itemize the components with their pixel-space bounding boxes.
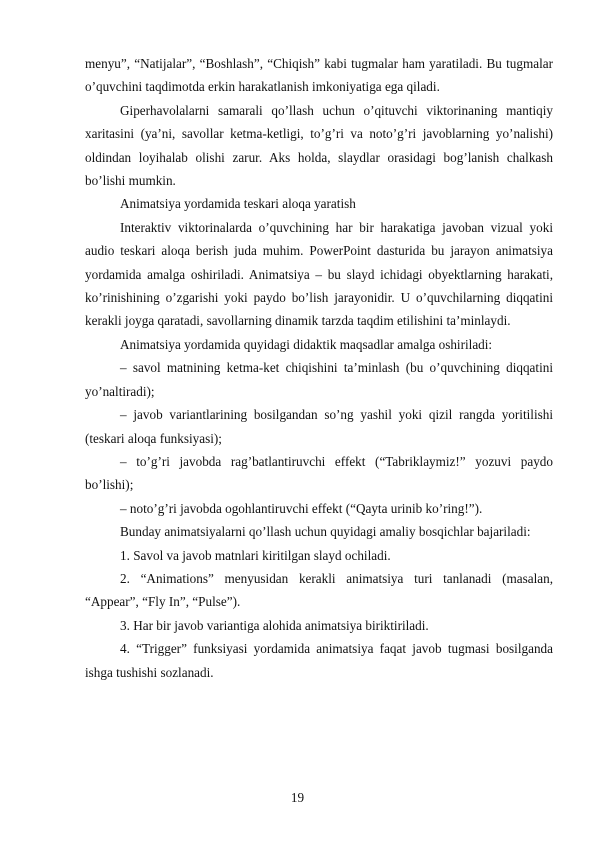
paragraph-intro-continuation: menyu”, “Natijalar”, “Boshlash”, “Chiqish” kabi tugmalar ham yaratiladi. Bu tugmalar o’quvchini taqdimotda erkin harakatlanish imkoniyatiga ega qiladi. bbox=[85, 56, 553, 95]
step-1: 1. Savol va javob matnlari kiritilgan slayd ochiladi. bbox=[120, 547, 391, 563]
document-page bbox=[85, 52, 553, 684]
step-3: 3. Har bir javob variantiga alohida animatsiya biriktiriladi. bbox=[120, 617, 429, 633]
paragraph-hyperlinks: Giperhavolalarni samarali qo’llash uchun o’qituvchi viktorinaning mantiqiy xaritasini (ya’ni, savollar ketma-ketligi, to’g’ri va noto’g’ri javoblarning yo’nalishi) oldindan loyihalab olishi zarur. Aks holda, slaydlar orasidagi bog’lanish chalkash bo’lishi mumkin. bbox=[85, 102, 553, 189]
step-2: 2. “Animations” menyusidan kerakli animatsiya turi tanlanadi (masalan, “Appear”, “Fly In”, “Pulse”). bbox=[85, 570, 553, 610]
paragraph-practical-steps: Bunday animatsiyalarni qo’llash uchun quyidagi amaliy bosqichlar bajariladi: bbox=[120, 524, 531, 540]
list-item-wrong-effect: – noto’g’ri javobda ogohlantiruvchi effekt (“Qayta urinib ko’ring!”). bbox=[120, 500, 483, 516]
step-4: 4. “Trigger” funksiyasi yordamida animatsiya faqat javob tugmasi bosilganda ishga tushishi sozlanadi. bbox=[85, 641, 553, 680]
list-item-correct-effect: – to’g’ri javobda rag’batlantiruvchi effekt (“Tabriklaymiz!” yozuvi paydo bo’lishi); bbox=[85, 453, 553, 493]
list-item-highlight-answers: – javob variantlarining bosilgandan so’ng yashil yoki qizil rangda yoritilishi (teskari aloqa funksiyasi); bbox=[85, 407, 553, 446]
section-heading-animation: Animatsiya yordamida teskari aloqa yaratish bbox=[120, 196, 356, 212]
paragraph-animation-feedback: Interaktiv viktorinalarda o’quvchining har bir harakatiga javoban vizual yoki audio teskari aloqa berish juda muhim. PowerPoint dasturida bu jarayon animatsiya yordamida amalga oshiriladi. Animatsiya – bu slayd ichidagi obyektlarning harakati, ko’rinishining o’zgarishi yoki paydo bo’lish jarayonidir. U o’quvchilarning diqqatini kerakli joyga qaratadi, savollarning dinamik tarzda taqdim etilishini ta’minlaydi. bbox=[85, 219, 553, 329]
list-item-sequential-question: – savol matnining ketma-ket chiqishini ta’minlash (bu o’quvchining diqqatini yo’naltiradi); bbox=[85, 360, 553, 399]
paragraph-didactic-goals: Animatsiya yordamida quyidagi didaktik maqsadlar amalga oshiriladi: bbox=[120, 336, 493, 352]
page-number: 19 bbox=[290, 790, 305, 805]
